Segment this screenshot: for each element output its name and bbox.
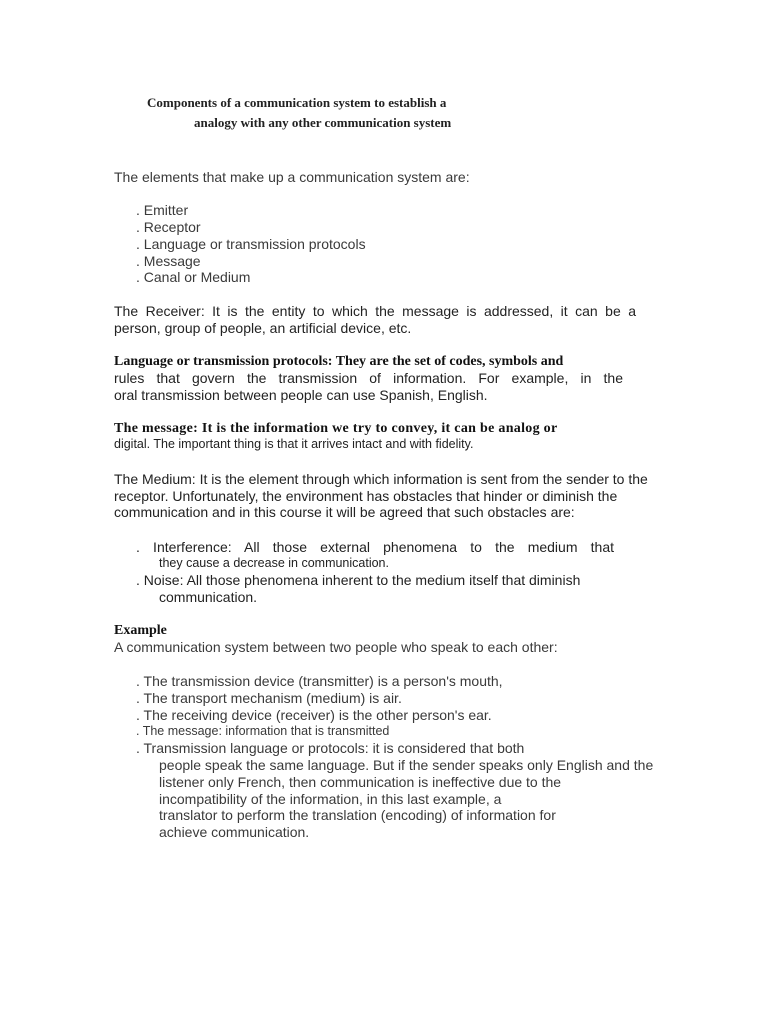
list-item: . Canal or Medium bbox=[136, 269, 251, 285]
language-paragraph-line: rules that govern the transmission of information. For example, in the bbox=[114, 370, 623, 386]
message-heading: The message: It is the information we try to convey, it can be analog or bbox=[114, 421, 558, 436]
obstacle-item-noise-continuation: communication. bbox=[159, 589, 258, 605]
medium-paragraph-line: The Medium: It is the element through which information is sent from the sender to the bbox=[114, 471, 648, 487]
list-item: . Message bbox=[136, 253, 201, 269]
obstacle-item-noise: . Noise: All those phenomena inherent to the medium itself that diminish bbox=[136, 572, 581, 588]
example-continuation-line: achieve communication. bbox=[159, 824, 310, 840]
document-title-line-2: analogy with any other communication system bbox=[194, 115, 452, 130]
message-paragraph-line: digital. The important thing is that it arrives intact and with fidelity. bbox=[114, 437, 474, 451]
example-list-item: . The transport mechanism (medium) is air. bbox=[136, 690, 402, 706]
list-item: . Emitter bbox=[136, 202, 189, 218]
example-continuation-line: listener only French, then communication is ineffective due to the bbox=[159, 774, 562, 790]
receiver-paragraph-line: The Receiver: It is the entity to which the message is addressed, it can be a bbox=[114, 303, 636, 319]
intro-text: The elements that make up a communication system are: bbox=[114, 169, 470, 185]
list-item: . Receptor bbox=[136, 219, 201, 235]
example-list-item: . Transmission language or protocols: it is considered that both bbox=[136, 740, 525, 756]
example-list-item: . The transmission device (transmitter) is a person's mouth, bbox=[136, 673, 503, 689]
example-intro: A communication system between two people who speak to each other: bbox=[114, 639, 558, 655]
medium-paragraph-line: communication and in this course it will be agreed that such obstacles are: bbox=[114, 504, 575, 520]
example-heading: Example bbox=[114, 623, 167, 638]
obstacle-item-interference: . Interference: All those external phenomena to the medium that bbox=[136, 539, 614, 555]
language-heading: Language or transmission protocols: They are the set of codes, symbols and bbox=[114, 354, 564, 369]
example-list-item: . The message: information that is transmitted bbox=[136, 724, 390, 738]
obstacle-item-interference-continuation: they cause a decrease in communication. bbox=[159, 556, 389, 570]
receiver-paragraph-line: person, group of people, an artificial device, etc. bbox=[114, 320, 412, 336]
medium-paragraph-line: receptor. Unfortunately, the environment has obstacles that hinder or diminish the bbox=[114, 488, 618, 504]
example-continuation-line: incompatibility of the information, in this last example, a bbox=[159, 791, 502, 807]
example-continuation-line: people speak the same language. But if the sender speaks only English and the bbox=[159, 757, 654, 773]
language-paragraph-line: oral transmission between people can use Spanish, English. bbox=[114, 387, 488, 403]
example-list-item: . The receiving device (receiver) is the other person's ear. bbox=[136, 707, 492, 723]
list-item: . Language or transmission protocols bbox=[136, 236, 366, 252]
example-continuation-line: translator to perform the translation (encoding) of information for bbox=[159, 807, 556, 823]
document-title-line-1: Components of a communication system to establish a bbox=[147, 95, 447, 110]
